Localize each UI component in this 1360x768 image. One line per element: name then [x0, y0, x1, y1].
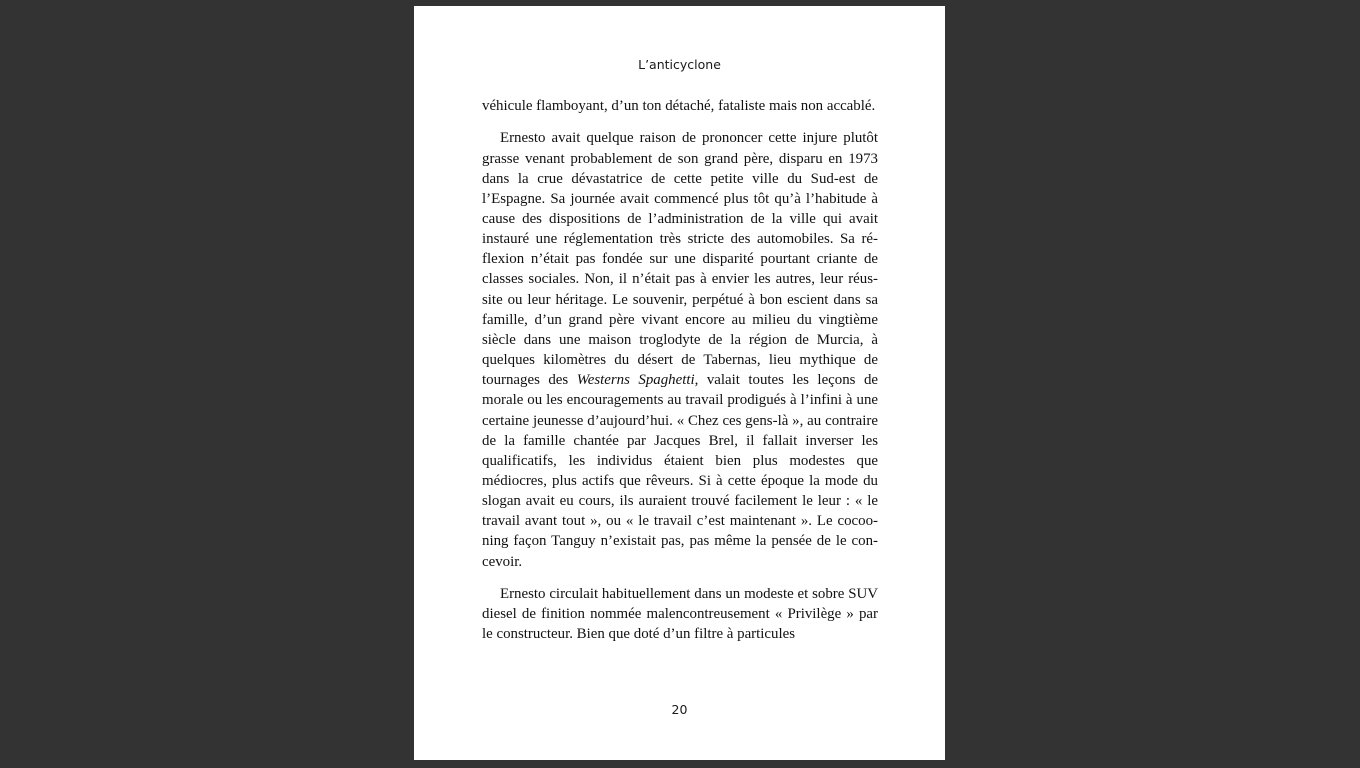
- paragraph-3: [482, 584, 878, 644]
- paragraph-1-text: véhicule flamboyant, d’un ton détaché, fataliste mais non accablé.: [482, 98, 876, 114]
- page-number: 20: [671, 702, 688, 717]
- body-text: [482, 96, 878, 644]
- paragraph-2-text-a: Ernesto avait quelque raison de prononcer cette injure plutôt grasse venant probablement de son grand père, disparu en 1973 dans la crue dévastatrice de cette petite ville du Sud-est de l’Espagne. Sa journée avait commencé plus tôt qu’à l’habitude à cause des dispositions de l’administration de la ville qui avait instauré une réglementation très stricte des automobiles. Sa réflexion n’était pas fondée sur une disparité pourtant criante de classes sociales. Non, il n’était pas à envier les autres, leur réussite ou leur héritage. Le souvenir, perpétué à bon escient dans sa famille, d’un grand père vivant encore au milieu du vingtième siècle dans une maison troglodyte de la région de Murcia, à quelques kilomètres du désert de Tabernas, lieu mythique de tournages des: [482, 130, 878, 389]
- paragraph-2-text-b: , valait toutes les leçons de morale ou les encouragements au travail prodigués à l’infini à une certaine jeunesse d’aujourd’hui. « Chez ces gens-là », au contraire de la famille chantée par Jacques Brel, il fallait inverser les qualificatifs, les individus étaient bien plus modestes que médiocres, plus actifs que rêveurs. Si à cette époque la mode du slogan avait eu cours, ils auraient trouvé facilement le leur : « le travail avant tout », ou « le travail c’est maintenant ». Le cocooning façon Tanguy n’existait pas, pas même la pensée de le concevoir.: [482, 372, 878, 570]
- paragraph-2-italic-title: Westerns Spaghetti: [576, 372, 695, 389]
- document-page: [414, 6, 945, 760]
- paragraph-1: [482, 96, 878, 116]
- paragraph-3-text: Ernesto circulait habituellement dans un modeste et sobre SUV diesel de finition nommée malencontreusement « Privilège » par le constructeur. Bien que doté d’un filtre à particules: [482, 585, 878, 643]
- running-header: L’anticyclone: [638, 57, 721, 72]
- paragraph-2: [482, 128, 878, 571]
